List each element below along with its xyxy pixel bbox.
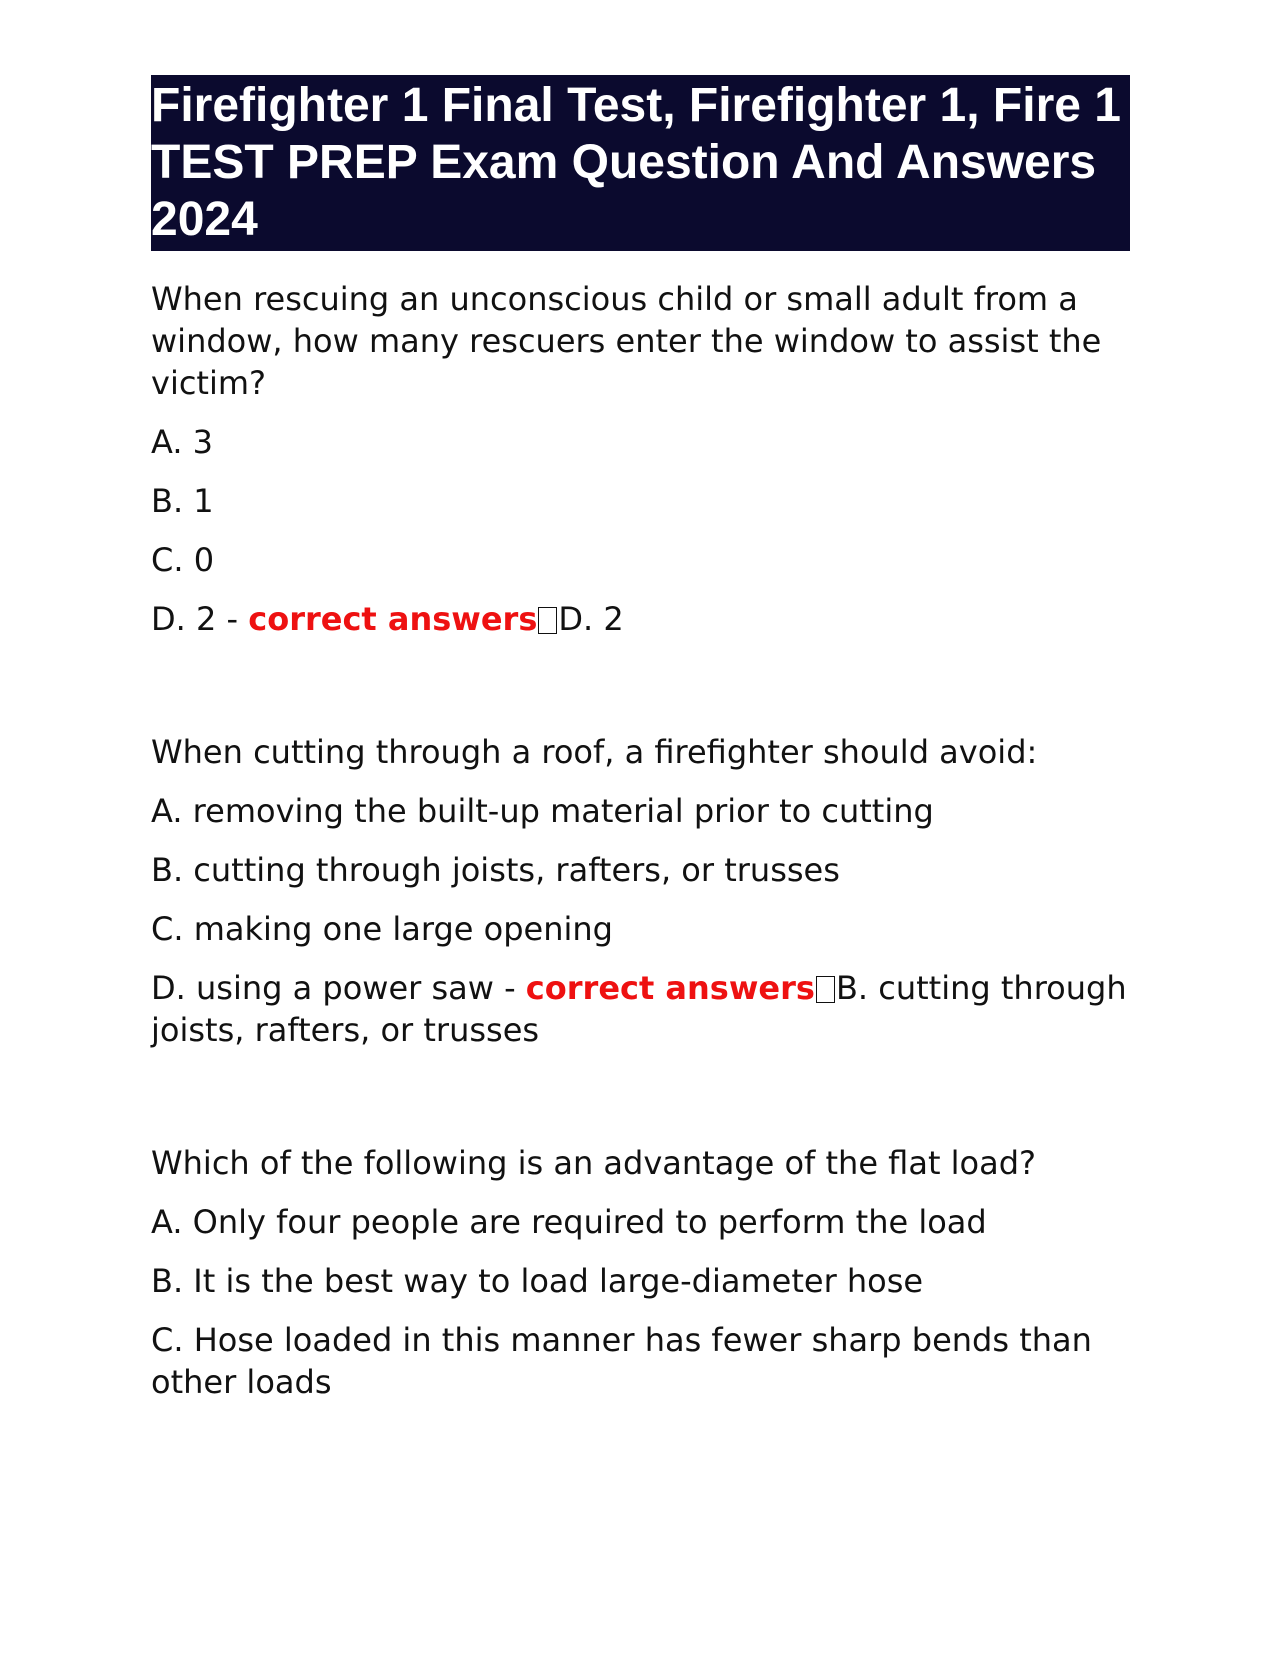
missing-glyph-box-icon — [816, 976, 835, 1003]
option-b: B. cutting through joists, rafters, or trusses — [151, 851, 840, 889]
answer-text: B. cutting through joists, rafters, or trusses — [151, 969, 1127, 1049]
document-page — [151, 75, 1130, 1403]
correct-answers-label: correct answers — [248, 600, 538, 638]
question-2 — [151, 731, 1130, 1051]
spacer — [151, 640, 1130, 704]
option-c: C. making one large opening — [151, 910, 613, 948]
option-a: A. removing the built-up material prior to cutting — [151, 792, 934, 830]
option-d-with-answer — [151, 967, 1130, 1051]
option-b: B. It is the best way to load large-diameter hose — [151, 1262, 924, 1300]
option-b: B. 1 — [151, 482, 214, 520]
question-3 — [151, 1142, 1130, 1403]
answer-text: D. 2 — [558, 600, 624, 638]
option-a: A. Only four people are required to perform the load — [151, 1203, 987, 1241]
correct-answers-label: correct answers — [525, 969, 815, 1007]
option-c: C. Hose loaded in this manner has fewer sharp bends than other loads — [151, 1321, 1092, 1401]
question-text: When cutting through a roof, a firefighter should avoid: — [151, 733, 1038, 771]
question-1 — [151, 278, 1130, 640]
question-text: Which of the following is an advantage of the flat load? — [151, 1144, 1037, 1182]
spacer — [151, 1051, 1130, 1115]
missing-glyph-box-icon — [538, 607, 557, 634]
question-text: When rescuing an unconscious child or small adult from a window, how many rescuers enter the window to assist the victim? — [151, 280, 1102, 402]
option-d-with-answer — [151, 598, 1130, 640]
option-c: C. 0 — [151, 541, 215, 579]
option-a: A. 3 — [151, 423, 214, 461]
option-d: D. 2 - — [151, 600, 249, 638]
option-d: D. using a power saw - — [151, 969, 526, 1007]
document-title: Firefighter 1 Final Test, Firefighter 1, Fire 1 TEST PREP Exam Question And Answers 2024 — [151, 75, 1130, 251]
